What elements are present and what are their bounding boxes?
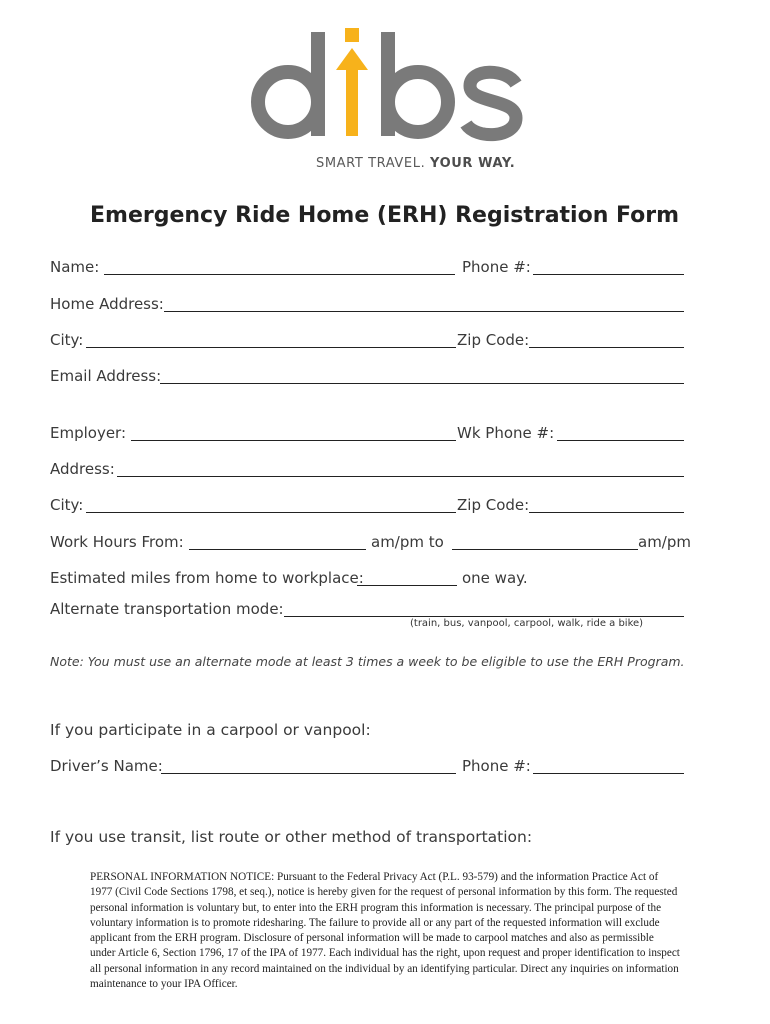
work-zip-label: Zip Code: (457, 496, 530, 514)
work-city-label: City: (50, 496, 84, 514)
miles-label: Estimated miles from home to workplace: (50, 569, 364, 587)
work-hours-label: Work Hours From: (50, 533, 184, 551)
one-way-label: one way. (462, 569, 528, 587)
driver-name-label: Driver’s Name: (50, 757, 163, 775)
home-address-label: Home Address: (50, 295, 164, 313)
work-hours-from-field[interactable] (189, 549, 366, 550)
zip-field[interactable] (529, 347, 684, 348)
work-hours-to-field[interactable] (452, 549, 638, 550)
dibs-logo (248, 18, 523, 148)
driver-name-field[interactable] (161, 773, 456, 774)
driver-phone-field[interactable] (533, 773, 684, 774)
email-field[interactable] (160, 383, 684, 384)
personal-information-notice: PERSONAL INFORMATION NOTICE: Pursuant to the Federal Privacy Act (P.L. 93-579) and the information Practice Act of 1977 (Civil Code Sections 1798, et seq.), notice is hereby given for the request of personal information by this form. The requested personal information is voluntary but, to enter into the ERH program this information is necessary. The principal purpose of the voluntary information is to promote ridesharing. The failure to provide all or any part of the requested information will exclude applicant from the ERH program. Disclosure of personal information will be made to carpool matches and also as permissible under Article 6, Section 1796, 17 of the IPA of 1977. Each individual has the right, upon request and proper identification to inspect all personal information in any record maintained on the individual by an identifying particular. Direct any inquiries on information maintenance to your IPA Officer. (90, 871, 680, 991)
transit-heading: If you use transit, list route or other method of transportation: (50, 828, 533, 846)
alt-mode-label: Alternate transportation mode: (50, 600, 284, 618)
address-field[interactable] (117, 476, 684, 477)
zip-label: Zip Code: (457, 331, 530, 349)
wk-phone-label: Wk Phone #: (457, 424, 555, 442)
alt-mode-hint: (train, bus, vanpool, carpool, walk, ride a bike) (410, 618, 644, 629)
driver-phone-label: Phone #: (462, 757, 531, 775)
carpool-heading: If you participate in a carpool or vanpool: (50, 721, 371, 739)
name-field[interactable] (104, 274, 455, 275)
wk-phone-field[interactable] (557, 440, 684, 441)
employer-field[interactable] (131, 440, 456, 441)
phone-field[interactable] (533, 274, 684, 275)
work-city-field[interactable] (86, 512, 456, 513)
work-zip-field[interactable] (529, 512, 684, 513)
city-label: City: (50, 331, 84, 349)
home-address-field[interactable] (164, 311, 684, 312)
city-field[interactable] (86, 347, 456, 348)
employer-label: Employer: (50, 424, 127, 442)
eligibility-note: Note: You must use an alternate mode at least 3 times a week to be eligible to use the ERH Program. (50, 654, 685, 669)
name-label: Name: (50, 258, 100, 276)
email-label: Email Address: (50, 367, 162, 385)
form-title: Emergency Ride Home (ERH) Registration Form (90, 203, 680, 228)
logo-tagline: SMART TRAVEL. YOUR WAY. (316, 156, 516, 171)
phone-label: Phone #: (462, 258, 531, 276)
ampm-to-label: am/pm to (371, 533, 444, 551)
address-label: Address: (50, 460, 115, 478)
alt-mode-field[interactable] (284, 616, 684, 617)
miles-field[interactable] (357, 585, 457, 586)
ampm-label: am/pm (638, 533, 691, 551)
